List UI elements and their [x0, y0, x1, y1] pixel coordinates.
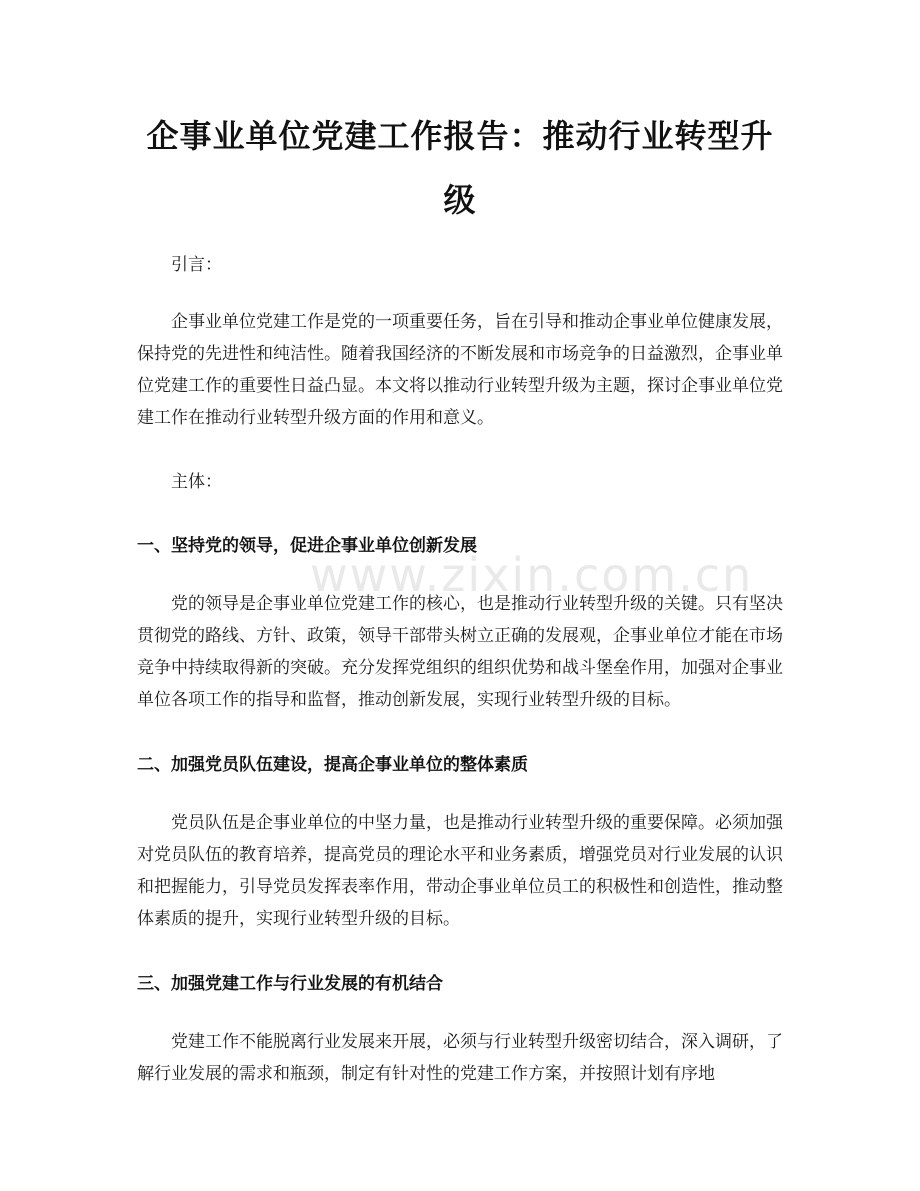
page-title: 企事业单位党建工作报告：推动行业转型升级 — [146, 117, 774, 219]
document-body — [137, 250, 783, 1090]
section-3-heading: 三、加强党建工作与行业发展的有机结合 — [137, 974, 443, 994]
section-2-paragraph: 党员队伍是企事业单位的中坚力量，也是推动行业转型升级的重要保障。必须加强对党员队伍的教育培养，提高党员的理论水平和业务素质，增强党员对行业发展的认识和把握能力，引导党员发挥表率作用，带动企事业单位员工的积极性和创造性，推动整体素质的提升，实现行业转型升级的目标。 — [137, 813, 783, 929]
section-1-heading: 一、坚持党的领导，促进企事业单位创新发展 — [137, 536, 477, 556]
section-2-heading: 二、加强党员队伍建设，提高企事业单位的整体素质 — [137, 755, 528, 775]
intro-label: 引言： — [171, 255, 222, 275]
watermark: www.zixin.com.cn — [310, 548, 754, 602]
body-label: 主体： — [171, 472, 222, 492]
section-1-paragraph: 党的领导是企事业单位党建工作的核心，也是推动行业转型升级的关键。只有坚决贯彻党的路线、方针、政策，领导干部带头树立正确的发展观，企事业单位才能在市场竞争中持续取得新的突破。充分发挥党组织的组织优势和战斗堡垒作用，加强对企事业单位各项工作的指导和监督，推动创新发展，实现行业转型升级的目标。 — [137, 594, 783, 710]
intro-paragraph: 企事业单位党建工作是党的一项重要任务，旨在引导和推动企事业单位健康发展，保持党的先进性和纯洁性。随着我国经济的不断发展和市场竞争的日益激烈，企事业单位党建工作的重要性日益凸显。本文将以推动行业转型升级为主题，探讨企事业单位党建工作在推动行业转型升级方面的作用和意义。 — [137, 312, 783, 428]
section-3-paragraph: 党建工作不能脱离行业发展来开展，必须与行业转型升级密切结合，深入调研，了解行业发展的需求和瓶颈，制定有针对性的党建工作方案，并按照计划有序地 — [137, 1032, 783, 1084]
